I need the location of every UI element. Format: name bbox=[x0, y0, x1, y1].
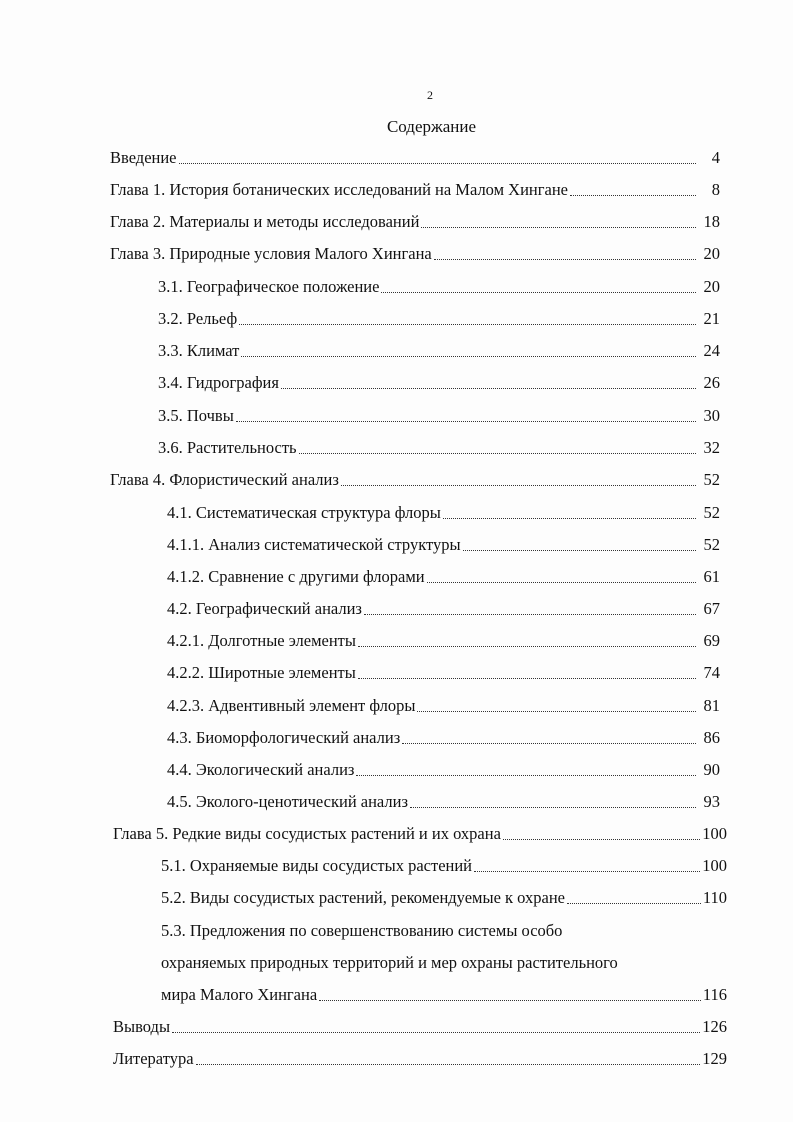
toc-entry-label: 5.1. Охраняемые виды сосудистых растений bbox=[161, 856, 473, 875]
toc-entry-page: 18 bbox=[703, 212, 720, 231]
toc-entry-page: 116 bbox=[702, 985, 727, 1004]
toc-entry-label: охраняемых природных территорий и мер охраны растительного bbox=[161, 953, 618, 972]
toc-entry-label: 5.3. Предложения по совершенствованию системы особо bbox=[161, 921, 563, 940]
toc-entry-label: 4.3. Биоморфологический анализ bbox=[167, 728, 401, 747]
toc-entry-3-2 bbox=[158, 305, 720, 329]
toc-entry-label: 3.6. Растительность bbox=[158, 438, 297, 457]
toc-entry-page: 21 bbox=[703, 309, 720, 328]
toc-entry-page: 52 bbox=[703, 503, 720, 522]
toc-entry-page: 8 bbox=[711, 180, 720, 199]
toc-entry-label: 3.2. Рельеф bbox=[158, 309, 238, 328]
toc-entry-page: 100 bbox=[702, 824, 727, 843]
toc-entry-page: 4 bbox=[711, 148, 720, 167]
toc-entry-page: 93 bbox=[703, 792, 720, 811]
toc-entry-page: 24 bbox=[703, 341, 720, 360]
toc-title: Содержание bbox=[386, 117, 477, 136]
toc-entry-label: 4.2.1. Долготные элементы bbox=[167, 631, 356, 650]
toc-entry-label: 3.5. Почвы bbox=[158, 406, 234, 425]
toc-entry-page: 52 bbox=[703, 535, 720, 554]
toc-entry-label: Выводы bbox=[113, 1017, 171, 1036]
toc-entry-label: Глава 3. Природные условия Малого Хингана bbox=[110, 244, 432, 263]
toc-entry-label: 4.1.1. Анализ систематической структуры bbox=[167, 535, 461, 554]
toc-entry-4-4 bbox=[167, 756, 720, 780]
toc-entry-conclusions bbox=[113, 1013, 727, 1037]
toc-entry-page: 20 bbox=[703, 277, 720, 296]
toc-entry-3-6 bbox=[158, 434, 720, 458]
toc-entry-4-1-1 bbox=[167, 531, 720, 555]
toc-entry-page: 86 bbox=[703, 728, 720, 747]
toc-entry-label: 4.2. Географический анализ bbox=[167, 599, 362, 618]
toc-entry-chapter-2 bbox=[110, 208, 720, 232]
toc-entry-3-5 bbox=[158, 402, 720, 426]
toc-entry-label: Литература bbox=[113, 1049, 194, 1068]
toc-entry-chapter-4 bbox=[110, 466, 720, 490]
toc-entry-3-4 bbox=[158, 369, 720, 393]
toc-entry-page: 100 bbox=[702, 856, 727, 875]
toc-entry-4-2 bbox=[167, 595, 720, 619]
toc-entry-5-3-line-3 bbox=[161, 981, 727, 1005]
toc-entry-label: мира Малого Хингана bbox=[161, 985, 318, 1004]
toc-entry-label: Глава 2. Материалы и методы исследований bbox=[110, 212, 420, 231]
toc-entry-page: 81 bbox=[703, 696, 720, 715]
toc-entry-label: Глава 5. Редкие виды сосудистых растений и их охрана bbox=[113, 824, 501, 843]
toc-entry-page: 52 bbox=[703, 470, 720, 489]
toc-entry-page: 110 bbox=[702, 888, 727, 907]
toc-entry-label: 3.3. Климат bbox=[158, 341, 240, 360]
toc-entry-3-3 bbox=[158, 337, 720, 361]
toc-entry-4-2-1 bbox=[167, 627, 720, 651]
toc-entry-label: 4.5. Эколого-ценотический анализ bbox=[167, 792, 408, 811]
toc-entry-label: 4.2.3. Адвентивный элемент флоры bbox=[167, 696, 416, 715]
toc-entry-page: 90 bbox=[703, 760, 720, 779]
toc-entry-page: 26 bbox=[703, 373, 720, 392]
toc-entry-label: 4.4. Экологический анализ bbox=[167, 760, 355, 779]
toc-entry-4-1 bbox=[167, 499, 720, 523]
toc-entry-label: Глава 1. История ботанических исследований на Малом Хингане bbox=[110, 180, 569, 199]
toc-entry-5-2 bbox=[161, 884, 727, 908]
toc-entry-chapter-1 bbox=[110, 176, 720, 200]
toc-entry-label: 5.2. Виды сосудистых растений, рекомендуемые к охране bbox=[161, 888, 565, 907]
toc-entry-chapter-3 bbox=[110, 240, 720, 264]
toc-entry-label: 4.1.2. Сравнение с другими флорами bbox=[167, 567, 425, 586]
toc-entry-label: 3.1. Географическое положение bbox=[158, 277, 380, 296]
toc-entry-5-1 bbox=[161, 852, 727, 876]
toc-entry-3-1 bbox=[158, 273, 720, 297]
toc-entry-4-2-3 bbox=[167, 692, 720, 716]
toc-entry-4-3 bbox=[167, 724, 720, 748]
toc-entry-chapter-5 bbox=[113, 820, 727, 844]
toc-entry-page: 20 bbox=[703, 244, 720, 263]
page-number: 2 bbox=[427, 88, 433, 102]
toc-entry-page: 67 bbox=[703, 599, 720, 618]
toc-entry-4-5 bbox=[167, 788, 720, 812]
toc-entry-label: 4.2.2. Широтные элементы bbox=[167, 663, 356, 682]
toc-entry-introduction bbox=[110, 144, 720, 168]
toc-entry-page: 30 bbox=[703, 406, 720, 425]
toc-entry-label: Глава 4. Флористический анализ bbox=[110, 470, 339, 489]
toc-entry-5-3-line-1 bbox=[161, 917, 727, 941]
toc-entry-page: 129 bbox=[702, 1049, 727, 1068]
toc-entry-label: Введение bbox=[110, 148, 177, 167]
toc-entry-5-3-line-2 bbox=[161, 949, 727, 973]
toc-entry-page: 126 bbox=[702, 1017, 727, 1036]
toc-entry-label: 3.4. Гидрография bbox=[158, 373, 279, 392]
toc-entry-page: 74 bbox=[703, 663, 720, 682]
toc-entry-page: 69 bbox=[703, 631, 720, 650]
toc-entry-4-1-2 bbox=[167, 563, 720, 587]
toc-entry-literature bbox=[113, 1045, 727, 1069]
toc-entry-page: 61 bbox=[703, 567, 720, 586]
toc-entry-label: 4.1. Систематическая структура флоры bbox=[167, 503, 441, 522]
toc-entry-page: 32 bbox=[703, 438, 720, 457]
toc-entry-4-2-2 bbox=[167, 659, 720, 683]
